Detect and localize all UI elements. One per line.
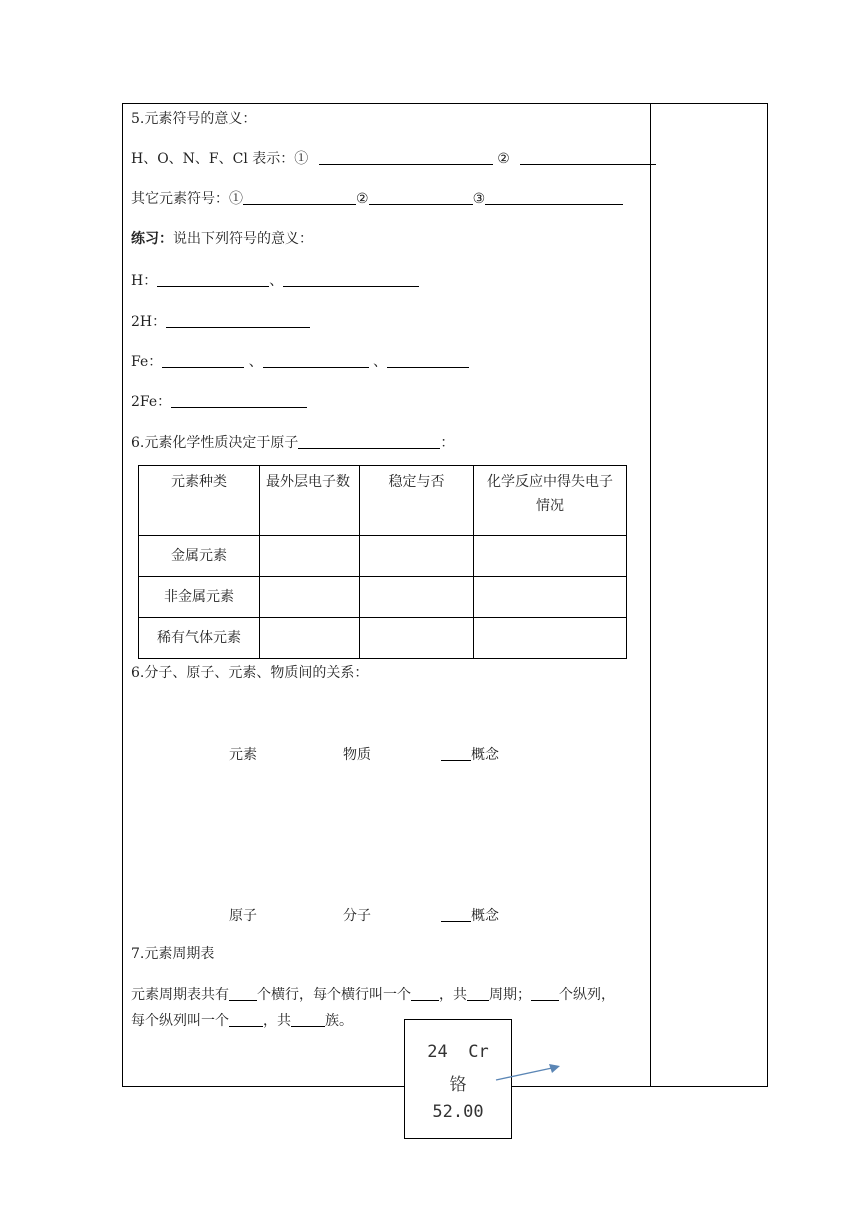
practice-label: 练习： — [131, 231, 173, 247]
section5-title: 5.元素符号的意义： — [131, 111, 257, 127]
atomic-number: 24 — [427, 1042, 448, 1062]
atomic-mass: 52.00 — [432, 1102, 484, 1122]
text-part: 周期； — [489, 987, 531, 1003]
diagram-element: 元素 — [229, 747, 257, 763]
section5-line1 — [131, 150, 656, 168]
practice-2h — [131, 313, 310, 331]
table-row — [139, 536, 627, 577]
blank-field[interactable] — [157, 272, 269, 287]
line2-mid2: ③ — [472, 191, 486, 207]
line2-prefix: 其它元素符号：① — [131, 191, 243, 207]
section7-line1 — [131, 986, 615, 1004]
section6a-title — [131, 434, 454, 452]
practice-line — [131, 230, 313, 248]
table-header-row — [139, 466, 627, 536]
element-properties-table — [138, 465, 627, 659]
blank-field[interactable] — [283, 272, 419, 287]
blank-field[interactable] — [441, 746, 471, 761]
blank-field[interactable] — [263, 353, 369, 368]
colon: ： — [440, 435, 455, 451]
blank-field[interactable] — [229, 1012, 263, 1027]
table-row — [139, 618, 627, 659]
practice-text: 说出下列符号的意义： — [173, 231, 313, 247]
blank-field[interactable] — [319, 150, 493, 165]
section5-line2 — [131, 190, 623, 208]
header-cell: 化学反应中得失电子情况 — [474, 466, 627, 536]
blank-field[interactable] — [411, 986, 439, 1001]
text-part: 个横行，每个横行叫一个 — [257, 987, 411, 1003]
row-label: 稀有气体元素 — [139, 618, 260, 659]
line1-prefix: H、O、N、F、Cl 表示：① — [131, 151, 309, 167]
line2-mid1: ② — [356, 191, 369, 207]
text-part: 每个纵列叫一个 — [131, 1013, 229, 1029]
symbol-label: 2Fe： — [131, 394, 172, 410]
diagram-molecule: 分子 — [343, 908, 371, 924]
arrow-head — [549, 1064, 560, 1073]
concept-label: 概念 — [471, 908, 499, 924]
tile-number-symbol — [405, 1042, 511, 1062]
line1-mid: ② — [497, 151, 510, 167]
section7-line2 — [131, 1012, 353, 1030]
blank-field[interactable] — [485, 190, 623, 205]
diagram-concept — [441, 744, 499, 764]
separator: 、 — [248, 354, 263, 370]
section6b-title: 6.分子、原子、元素、物质间的关系： — [131, 665, 369, 681]
practice-fe — [131, 353, 469, 371]
blank-field[interactable] — [531, 986, 559, 1001]
header-cell: 最外层电子数 — [260, 466, 360, 536]
blank-field[interactable] — [162, 353, 244, 368]
header-cell: 元素种类 — [139, 466, 260, 536]
blank-field[interactable] — [369, 190, 473, 205]
answer-cell[interactable] — [474, 577, 627, 618]
blank-field[interactable] — [171, 393, 307, 408]
blank-field[interactable] — [441, 907, 471, 922]
blank-field[interactable] — [243, 190, 356, 205]
symbol-label: Fe： — [131, 354, 163, 370]
section6a-text: 6.元素化学性质决定于原子 — [131, 435, 299, 451]
answer-cell[interactable] — [360, 618, 474, 659]
blank-field[interactable] — [166, 313, 310, 328]
arrow-line — [496, 1068, 552, 1080]
row-label: 非金属元素 — [139, 577, 260, 618]
practice-2fe — [131, 393, 307, 411]
concept-label: 概念 — [471, 747, 499, 763]
answer-cell[interactable] — [474, 536, 627, 577]
answer-cell[interactable] — [260, 618, 360, 659]
answer-cell[interactable] — [260, 536, 360, 577]
blank-field[interactable] — [298, 434, 440, 449]
table-row — [139, 577, 627, 618]
blank-field[interactable] — [291, 1012, 325, 1027]
text-part: 个纵列， — [559, 987, 615, 1003]
symbol-label: 2H： — [131, 314, 167, 330]
text-part: ，共 — [263, 1013, 291, 1029]
blank-field[interactable] — [520, 150, 656, 165]
element-symbol: Cr — [468, 1042, 489, 1062]
text-part: ，共 — [439, 987, 467, 1003]
header-cell: 稳定与否 — [360, 466, 474, 536]
answer-cell[interactable] — [360, 536, 474, 577]
text-part: 族。 — [325, 1013, 353, 1029]
blank-field[interactable] — [387, 353, 469, 368]
separator: 、 — [373, 354, 388, 370]
answer-cell[interactable] — [360, 577, 474, 618]
practice-h — [131, 272, 419, 290]
diagram-concept — [441, 905, 499, 925]
element-name: 铬 — [449, 1075, 467, 1095]
answer-cell[interactable] — [474, 618, 627, 659]
column-divider — [650, 104, 651, 1086]
row-label: 金属元素 — [139, 536, 260, 577]
section7-title: 7.元素周期表 — [131, 946, 215, 962]
pointer-arrow — [494, 1062, 564, 1084]
blank-field[interactable] — [229, 986, 257, 1001]
symbol-label: H： — [131, 273, 158, 289]
blank-field[interactable] — [467, 986, 489, 1001]
answer-cell[interactable] — [260, 577, 360, 618]
text-part: 元素周期表共有 — [131, 987, 229, 1003]
separator: 、 — [269, 273, 284, 289]
diagram-atom: 原子 — [229, 908, 257, 924]
diagram-substance: 物质 — [343, 747, 371, 763]
